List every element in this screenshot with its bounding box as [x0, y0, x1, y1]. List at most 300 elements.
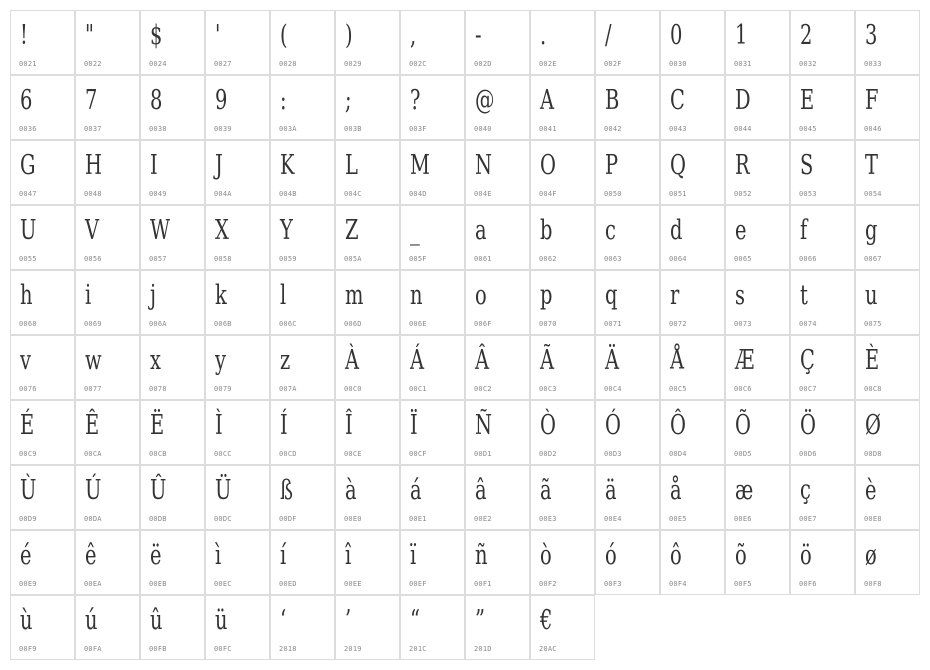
glyph-codepoint-label: 0067: [864, 255, 882, 263]
glyph-codepoint-label: 00C8: [864, 385, 882, 393]
glyph-character: ã: [540, 475, 552, 506]
glyph-cell: [465, 335, 530, 400]
glyph-character: m: [345, 280, 364, 311]
glyph-character: ë: [150, 540, 162, 571]
glyph-cell: [790, 10, 855, 75]
glyph-cell: [530, 205, 595, 270]
glyph-codepoint-label: 00E0: [344, 515, 362, 523]
glyph-cell: [205, 465, 270, 530]
glyph-character: Ö: [800, 410, 816, 441]
glyph-character: Ú: [85, 475, 102, 506]
glyph-codepoint-label: 00C4: [604, 385, 622, 393]
glyph-character: õ: [735, 540, 747, 571]
glyph-cell: [75, 140, 140, 205]
glyph-character: H: [85, 150, 102, 181]
glyph-character: F: [865, 85, 879, 116]
glyph-character: C: [670, 85, 685, 116]
glyph-cell: [205, 140, 270, 205]
glyph-cell: [725, 10, 790, 75]
glyph-character: ñ: [475, 540, 488, 571]
glyph-character: î: [345, 540, 352, 571]
glyph-character: “: [410, 605, 420, 636]
glyph-character: æ: [735, 475, 754, 506]
glyph-cell: [335, 465, 400, 530]
glyph-codepoint-label: 004F: [539, 190, 557, 198]
glyph-character: Æ: [735, 345, 755, 376]
glyph-character: Ë: [150, 410, 165, 441]
glyph-codepoint-label: 0037: [84, 125, 102, 133]
glyph-character: ,: [410, 20, 417, 51]
glyph-codepoint-label: 0066: [799, 255, 817, 263]
glyph-codepoint-label: 00F9: [19, 645, 37, 653]
glyph-codepoint-label: 0049: [149, 190, 167, 198]
glyph-cell: [855, 75, 920, 140]
glyph-character: !: [20, 20, 28, 51]
glyph-codepoint-label: 004B: [279, 190, 297, 198]
glyph-cell: [530, 335, 595, 400]
glyph-character: Ó: [605, 410, 621, 441]
glyph-cell: [400, 205, 465, 270]
glyph-cell: [595, 10, 660, 75]
glyph-codepoint-label: 00CA: [84, 450, 102, 458]
glyph-cell: [725, 140, 790, 205]
glyph-codepoint-label: 004C: [344, 190, 362, 198]
glyph-character: A: [540, 85, 555, 116]
glyph-character: O: [540, 150, 556, 181]
glyph-character: I: [150, 150, 158, 181]
glyph-codepoint-label: 00F4: [669, 580, 687, 588]
glyph-codepoint-label: 0070: [539, 320, 557, 328]
glyph-codepoint-label: 0053: [799, 190, 817, 198]
glyph-codepoint-label: 00CE: [344, 450, 362, 458]
glyph-codepoint-label: 0054: [864, 190, 882, 198]
glyph-character: ä: [605, 475, 617, 506]
glyph-cell: [75, 465, 140, 530]
glyph-character: Ï: [410, 410, 418, 441]
glyph-cell: [855, 140, 920, 205]
glyph-character: e: [735, 215, 747, 246]
glyph-cell: [270, 270, 335, 335]
glyph-character: È: [865, 345, 880, 376]
glyph-cell: [205, 270, 270, 335]
glyph-codepoint-label: 00EA: [84, 580, 102, 588]
glyph-codepoint-label: 00D5: [734, 450, 752, 458]
glyph-character: k: [215, 280, 227, 311]
glyph-character: ;: [345, 85, 352, 116]
glyph-cell: [855, 530, 920, 595]
glyph-cell: [140, 140, 205, 205]
glyph-cell: [270, 400, 335, 465]
glyph-cell: [75, 335, 140, 400]
glyph-cell: [140, 400, 205, 465]
glyph-codepoint-label: 0027: [214, 60, 232, 68]
glyph-cell: [335, 400, 400, 465]
glyph-character: S: [800, 150, 814, 181]
glyph-codepoint-label: 00F8: [864, 580, 882, 588]
glyph-cell: [855, 205, 920, 270]
glyph-codepoint-label: 0045: [799, 125, 817, 133]
glyph-character: V: [85, 215, 100, 246]
glyph-character: v: [20, 345, 31, 376]
glyph-cell: [10, 10, 75, 75]
glyph-codepoint-label: 0063: [604, 255, 622, 263]
glyph-codepoint-label: 00F1: [474, 580, 492, 588]
glyph-cell: [270, 10, 335, 75]
glyph-character: N: [475, 150, 493, 181]
glyph-character: M: [410, 150, 430, 181]
glyph-cell: [725, 335, 790, 400]
glyph-cell: [660, 270, 725, 335]
glyph-cell: [530, 595, 595, 660]
glyph-codepoint-label: 0057: [149, 255, 167, 263]
glyph-codepoint-label: 0078: [149, 385, 167, 393]
glyph-codepoint-label: 0075: [864, 320, 882, 328]
glyph-cell: [595, 335, 660, 400]
glyph-character: Q: [670, 150, 686, 181]
glyph-character: T: [865, 150, 878, 181]
glyph-cell: [465, 530, 530, 595]
glyph-cell: [790, 465, 855, 530]
glyph-cell: [595, 400, 660, 465]
glyph-codepoint-label: 0030: [669, 60, 687, 68]
glyph-codepoint-label: 006E: [409, 320, 427, 328]
glyph-character: -: [475, 20, 482, 51]
glyph-cell: [465, 10, 530, 75]
glyph-codepoint-label: 00FA: [84, 645, 102, 653]
glyph-cell: [10, 400, 75, 465]
glyph-codepoint-label: 0050: [604, 190, 622, 198]
glyph-codepoint-label: 006B: [214, 320, 232, 328]
glyph-character: ù: [20, 605, 33, 636]
glyph-character: W: [150, 215, 170, 246]
glyph-cell: [465, 400, 530, 465]
glyph-character: .: [540, 20, 547, 51]
glyph-character: X: [215, 215, 229, 246]
glyph-codepoint-label: 0041: [539, 125, 557, 133]
glyph-character: h: [20, 280, 33, 311]
glyph-codepoint-label: 00DF: [279, 515, 297, 523]
glyph-character: a: [475, 215, 487, 246]
glyph-cell: [335, 205, 400, 270]
glyph-character: 1: [735, 20, 748, 51]
glyph-character: y: [215, 345, 226, 376]
glyph-codepoint-label: 005A: [344, 255, 362, 263]
glyph-codepoint-label: 0064: [669, 255, 687, 263]
glyph-codepoint-label: 00E5: [669, 515, 687, 523]
glyph-codepoint-label: 00E9: [19, 580, 37, 588]
glyph-character: 3: [865, 20, 878, 51]
glyph-character: q: [605, 280, 618, 311]
glyph-cell: [465, 75, 530, 140]
glyph-character: p: [540, 280, 553, 311]
glyph-codepoint-label: 0042: [604, 125, 622, 133]
glyph-codepoint-label: 00CF: [409, 450, 427, 458]
glyph-cell: [790, 335, 855, 400]
glyph-cell: [10, 75, 75, 140]
glyph-cell: [140, 595, 205, 660]
glyph-cell: [465, 140, 530, 205]
glyph-cell: [530, 10, 595, 75]
glyph-character: ò: [540, 540, 552, 571]
glyph-cell: [660, 140, 725, 205]
glyph-codepoint-label: 00D2: [539, 450, 557, 458]
glyph-cell: [270, 465, 335, 530]
glyph-cell: [595, 270, 660, 335]
glyph-cell: [335, 10, 400, 75]
glyph-character: å: [670, 475, 682, 506]
glyph-character: Z: [345, 215, 359, 246]
glyph-cell: [725, 270, 790, 335]
glyph-cell: [790, 140, 855, 205]
glyph-character: t: [800, 280, 808, 311]
glyph-character: Á: [410, 345, 425, 376]
glyph-cell: [465, 205, 530, 270]
glyph-character: Ô: [670, 410, 686, 441]
glyph-character: 2: [800, 20, 813, 51]
glyph-codepoint-label: 003A: [279, 125, 297, 133]
glyph-character: ì: [215, 540, 222, 571]
glyph-codepoint-label: 00ED: [279, 580, 297, 588]
glyph-character: l: [280, 280, 287, 311]
glyph-codepoint-label: 0056: [84, 255, 102, 263]
glyph-codepoint-label: 003F: [409, 125, 427, 133]
glyph-character: ê: [85, 540, 97, 571]
glyph-character: 8: [150, 85, 163, 116]
glyph-cell: [75, 75, 140, 140]
glyph-character: $: [150, 20, 163, 51]
glyph-codepoint-label: 00C2: [474, 385, 492, 393]
glyph-codepoint-label: 003B: [344, 125, 362, 133]
glyph-cell: [270, 335, 335, 400]
glyph-cell: [855, 335, 920, 400]
glyph-cell: [400, 335, 465, 400]
glyph-character: b: [540, 215, 553, 246]
glyph-codepoint-label: 2019: [344, 645, 362, 653]
glyph-codepoint-label: 0036: [19, 125, 37, 133]
glyph-codepoint-label: 005F: [409, 255, 427, 263]
glyph-codepoint-label: 00D9: [19, 515, 37, 523]
glyph-codepoint-label: 00CC: [214, 450, 232, 458]
glyph-character: ’: [345, 605, 352, 636]
glyph-cell: [205, 530, 270, 595]
glyph-codepoint-label: 002C: [409, 60, 427, 68]
glyph-codepoint-label: 00EE: [344, 580, 362, 588]
glyph-cell: [530, 140, 595, 205]
glyph-codepoint-label: 0076: [19, 385, 37, 393]
glyph-cell: [400, 140, 465, 205]
glyph-codepoint-label: 006D: [344, 320, 362, 328]
glyph-cell: [400, 10, 465, 75]
glyph-character: s: [735, 280, 745, 311]
glyph-character: è: [865, 475, 877, 506]
glyph-cell: [855, 270, 920, 335]
glyph-codepoint-label: 00F6: [799, 580, 817, 588]
glyph-codepoint-label: 0059: [279, 255, 297, 263]
glyph-cell: [595, 530, 660, 595]
glyph-cell: [10, 595, 75, 660]
glyph-character: ô: [670, 540, 682, 571]
glyph-cell: [725, 530, 790, 595]
glyph-character: í: [280, 540, 287, 571]
glyph-codepoint-label: 0031: [734, 60, 752, 68]
glyph-codepoint-label: 00E3: [539, 515, 557, 523]
glyph-cell: [75, 10, 140, 75]
glyph-codepoint-label: 00C0: [344, 385, 362, 393]
glyph-cell: [660, 335, 725, 400]
glyph-codepoint-label: 0022: [84, 60, 102, 68]
glyph-cell: [660, 530, 725, 595]
glyph-character: ú: [85, 605, 98, 636]
glyph-codepoint-label: 00EB: [149, 580, 167, 588]
glyph-character: À: [345, 345, 360, 376]
glyph-character: ‘: [280, 605, 287, 636]
glyph-cell: [400, 595, 465, 660]
glyph-codepoint-label: 00EC: [214, 580, 232, 588]
glyph-cell: [530, 465, 595, 530]
glyph-character: i: [85, 280, 92, 311]
glyph-codepoint-label: 00D4: [669, 450, 687, 458]
glyph-character: ': [215, 20, 221, 51]
glyph-character: Û: [150, 475, 167, 506]
glyph-cell: [530, 530, 595, 595]
glyph-character: Y: [280, 215, 293, 246]
glyph-codepoint-label: 0029: [344, 60, 362, 68]
glyph-cell: [660, 205, 725, 270]
glyph-codepoint-label: 00F3: [604, 580, 622, 588]
glyph-codepoint-label: 00DC: [214, 515, 232, 523]
glyph-codepoint-label: 0061: [474, 255, 492, 263]
glyph-codepoint-label: 00C6: [734, 385, 752, 393]
glyph-cell: [400, 400, 465, 465]
glyph-character: w: [85, 345, 102, 376]
glyph-codepoint-label: 0079: [214, 385, 232, 393]
glyph-codepoint-label: 2018: [279, 645, 297, 653]
glyph-cell: [270, 205, 335, 270]
glyph-cell: [725, 205, 790, 270]
glyph-character: ": [85, 20, 94, 51]
glyph-character: Ü: [215, 475, 232, 506]
glyph-codepoint-label: 00CB: [149, 450, 167, 458]
glyph-codepoint-label: 004A: [214, 190, 232, 198]
glyph-cell: [205, 595, 270, 660]
glyph-codepoint-label: 0032: [799, 60, 817, 68]
glyph-codepoint-label: 00F2: [539, 580, 557, 588]
glyph-character: ?: [410, 85, 421, 116]
glyph-character: Ä: [605, 345, 620, 376]
glyph-character: ß: [280, 475, 293, 506]
glyph-character: Ì: [215, 410, 223, 441]
glyph-character: Å: [670, 345, 685, 376]
glyph-character: j: [150, 280, 157, 311]
glyph-cell: [335, 335, 400, 400]
glyph-character: á: [410, 475, 422, 506]
glyph-codepoint-label: 0038: [149, 125, 167, 133]
glyph-codepoint-label: 0047: [19, 190, 37, 198]
glyph-codepoint-label: 0055: [19, 255, 37, 263]
glyph-codepoint-label: 0048: [84, 190, 102, 198]
glyph-codepoint-label: 0028: [279, 60, 297, 68]
glyph-character: B: [605, 85, 620, 116]
glyph-character: Ã: [540, 345, 555, 376]
glyph-character: €: [540, 605, 553, 636]
glyph-cell: [140, 205, 205, 270]
glyph-cell: [530, 270, 595, 335]
glyph-cell: [465, 595, 530, 660]
glyph-character: g: [865, 215, 878, 246]
glyph-character: Ê: [85, 410, 100, 441]
glyph-cell: [10, 465, 75, 530]
glyph-codepoint-label: 0068: [19, 320, 37, 328]
glyph-cell: [335, 270, 400, 335]
glyph-cell: [205, 335, 270, 400]
glyph-character: (: [280, 20, 288, 51]
glyph-codepoint-label: 006A: [149, 320, 167, 328]
glyph-cell: [595, 465, 660, 530]
glyph-character: E: [800, 85, 815, 116]
glyph-codepoint-label: 0062: [539, 255, 557, 263]
glyph-codepoint-label: 00DA: [84, 515, 102, 523]
glyph-cell: [595, 140, 660, 205]
glyph-codepoint-label: 201D: [474, 645, 492, 653]
glyph-character: ó: [605, 540, 617, 571]
glyph-character: ï: [410, 540, 417, 571]
glyph-codepoint-label: 20AC: [539, 645, 557, 653]
glyph-codepoint-label: 00E6: [734, 515, 752, 523]
glyph-codepoint-label: 00EF: [409, 580, 427, 588]
glyph-character: Î: [345, 410, 353, 441]
glyph-codepoint-label: 00D6: [799, 450, 817, 458]
glyph-codepoint-label: 0071: [604, 320, 622, 328]
glyph-codepoint-label: 0024: [149, 60, 167, 68]
glyph-character: P: [605, 150, 619, 181]
glyph-codepoint-label: 00FC: [214, 645, 232, 653]
glyph-cell: [205, 75, 270, 140]
glyph-cell: [140, 530, 205, 595]
glyph-character: o: [475, 280, 487, 311]
glyph-cell: [530, 400, 595, 465]
glyph-codepoint-label: 00CD: [279, 450, 297, 458]
glyph-character: û: [150, 605, 163, 636]
glyph-codepoint-label: 00C3: [539, 385, 557, 393]
glyph-character: Ò: [540, 410, 556, 441]
glyph-character: É: [20, 410, 35, 441]
glyph-character: Í: [280, 410, 288, 441]
glyph-character: f: [800, 215, 808, 246]
glyph-cell: [10, 270, 75, 335]
glyph-character: U: [20, 215, 37, 246]
glyph-character: L: [345, 150, 358, 181]
glyph-codepoint-label: 007A: [279, 385, 297, 393]
glyph-character: ”: [475, 605, 485, 636]
glyph-codepoint-label: 00D8: [864, 450, 882, 458]
glyph-cell: [595, 205, 660, 270]
glyph-cell: [140, 465, 205, 530]
glyph-character: c: [605, 215, 616, 246]
glyph-character: Ù: [20, 475, 37, 506]
glyph-cell: [335, 75, 400, 140]
glyph-character: z: [280, 345, 291, 376]
glyph-cell: [140, 335, 205, 400]
glyph-cell: [10, 530, 75, 595]
glyph-codepoint-label: 00F5: [734, 580, 752, 588]
glyph-codepoint-label: 0046: [864, 125, 882, 133]
glyph-character: 7: [85, 85, 98, 116]
glyph-cell: [725, 75, 790, 140]
glyph-codepoint-label: 0044: [734, 125, 752, 133]
glyph-character: x: [150, 345, 161, 376]
glyph-codepoint-label: 0040: [474, 125, 492, 133]
glyph-character: Ç: [800, 345, 815, 376]
